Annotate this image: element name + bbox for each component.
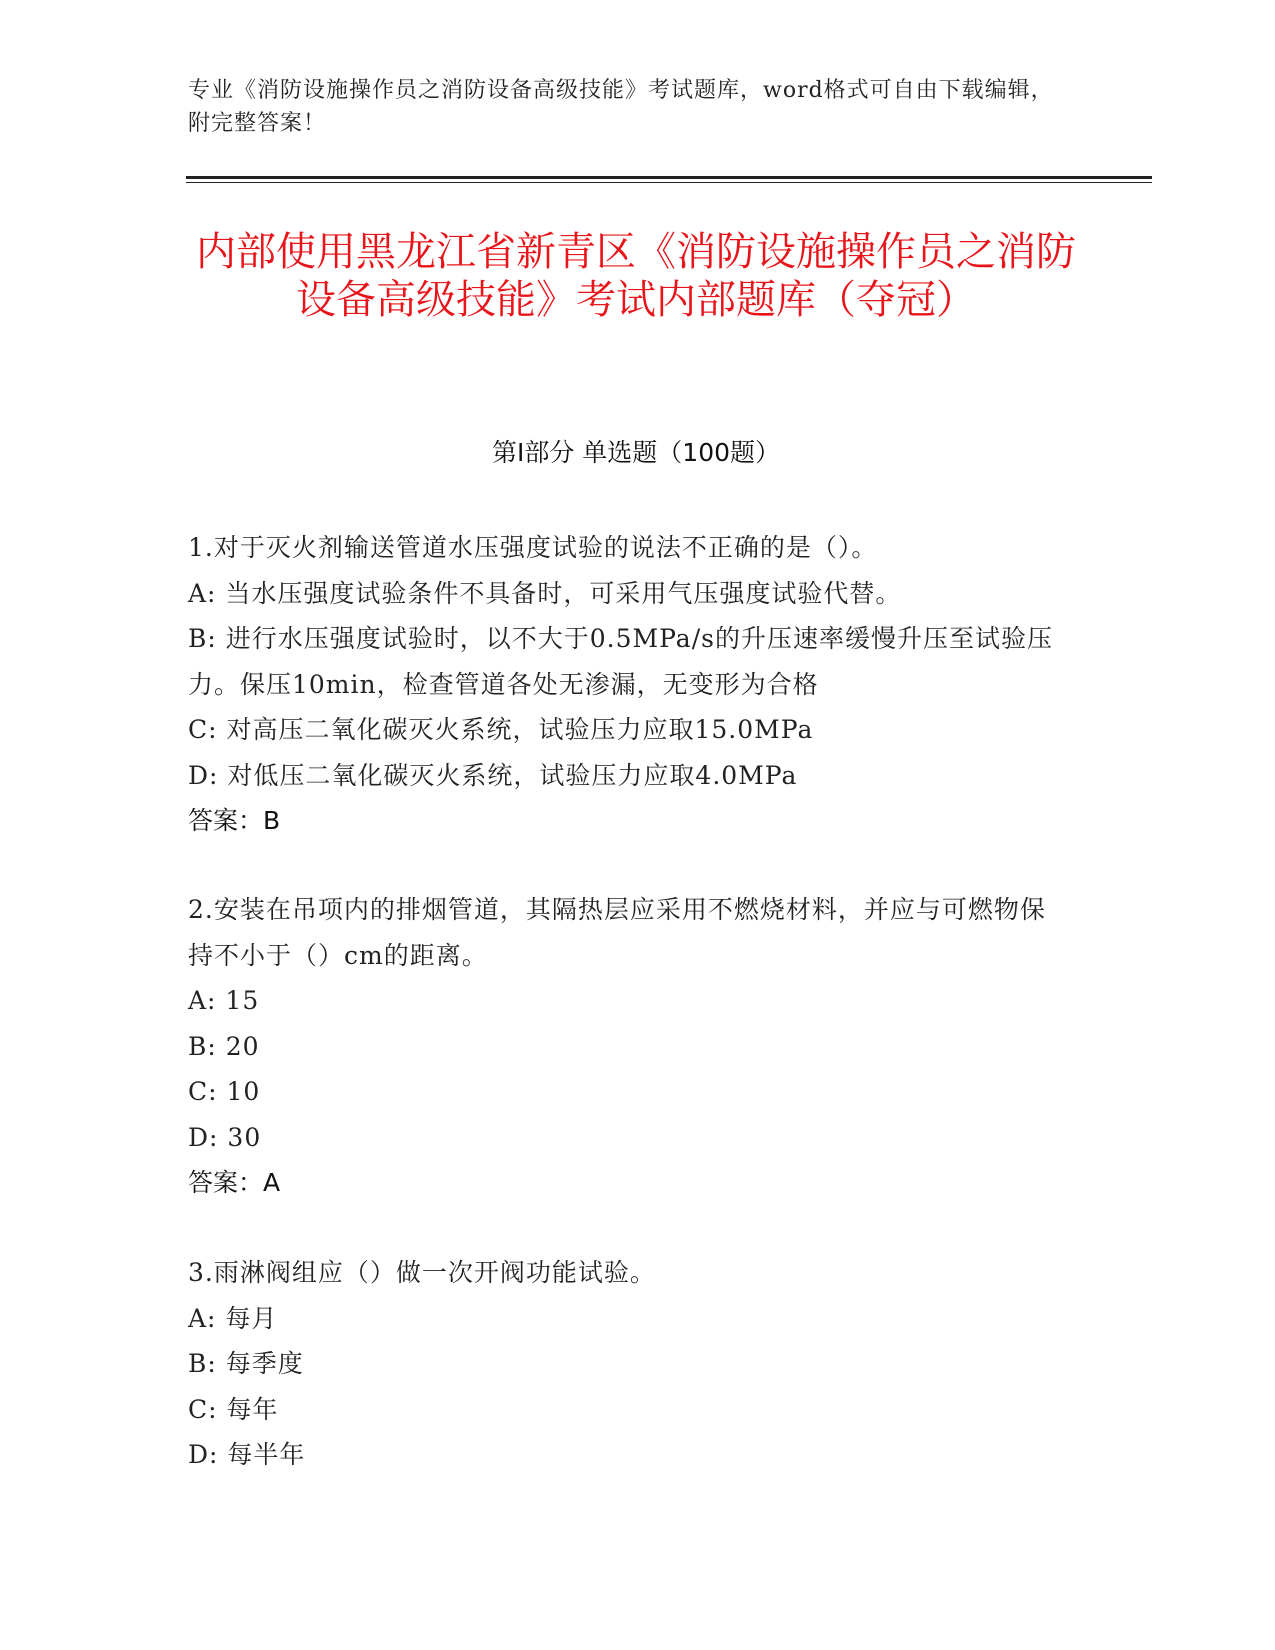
option-c: C: 10 — [188, 1077, 261, 1106]
header-rule-thick — [186, 176, 1152, 179]
question-2 — [188, 887, 1068, 1206]
option-a: A: 每月 — [188, 1303, 278, 1333]
question-3 — [188, 1250, 1068, 1478]
option-c: C: 对高压二氧化碳灭火系统，试验压力应取15.0MPa — [188, 715, 814, 744]
question-stem: 1.对于灭火剂输送管道水压强度试验的说法不正确的是（）。 — [188, 533, 878, 562]
answer-line: 答案：B — [188, 806, 281, 835]
option-a: A: 15 — [188, 986, 260, 1015]
option-b: B: 20 — [188, 1031, 260, 1061]
option-d: D: 每半年 — [188, 1440, 306, 1469]
question-stem: 2.安装在吊项内的排烟管道，其隔热层应采用不燃烧材料，并应与可燃物保持不小于（）cm的距离。 — [188, 895, 1046, 970]
option-d: D: 对低压二氧化碳灭火系统，试验压力应取4.0MPa — [188, 760, 798, 790]
option-b: B: 每季度 — [188, 1349, 304, 1378]
option-d: D: 30 — [188, 1122, 262, 1152]
option-c: C: 每年 — [188, 1394, 279, 1424]
document-title: 内部使用黑龙江省新青区《消防设施操作员之消防设备高级技能》考试内部题库（夺冠） — [196, 229, 1076, 323]
section-heading: 第I部分 单选题（100题） — [491, 438, 781, 467]
option-a: A: 当水压强度试验条件不具备时，可采用气压强度试验代替。 — [188, 578, 902, 608]
header-note: 专业《消防设施操作员之消防设备高级技能》考试题库，word格式可自由下载编辑，附完整答案！ — [188, 78, 1054, 136]
question-stem: 3.雨淋阀组应（）做一次开阀功能试验。 — [188, 1258, 656, 1287]
answer-line: 答案：A — [188, 1168, 281, 1197]
question-1 — [188, 525, 1068, 844]
header-rule-thin — [186, 182, 1152, 183]
option-b: B: 进行水压强度试验时，以不大于0.5MPa/s的升压速率缓慢升压至试验压力。保压10min，检查管道各处无渗漏，无变形为合格 — [188, 624, 1053, 699]
